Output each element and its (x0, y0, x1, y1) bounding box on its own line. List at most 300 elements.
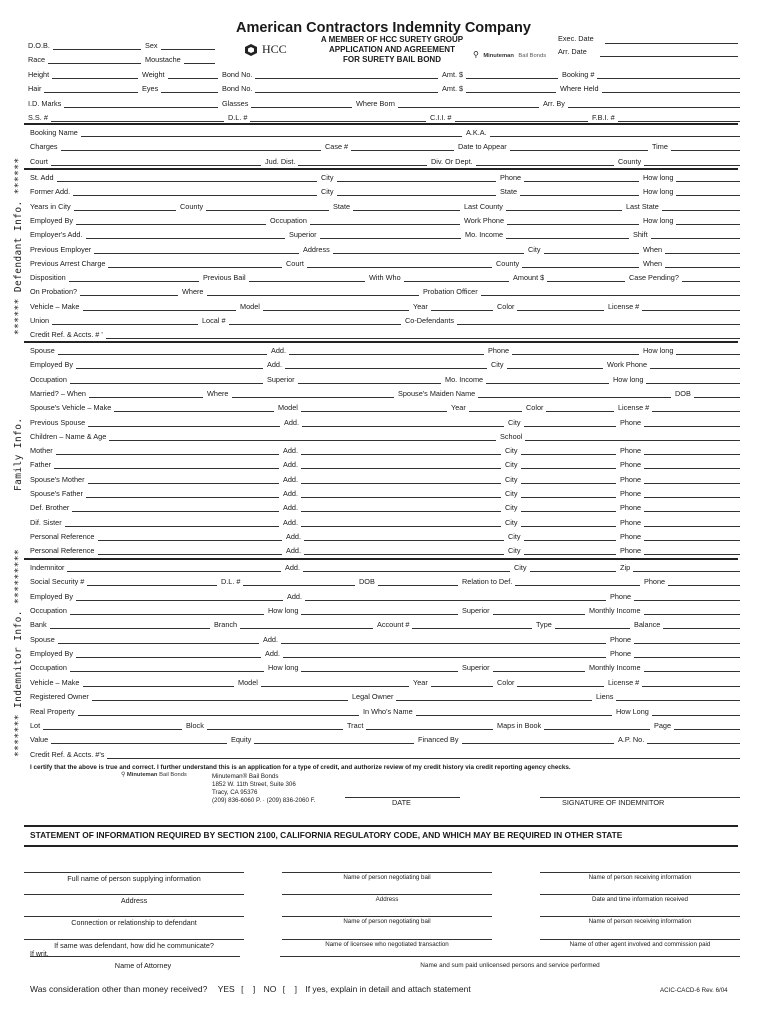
bond-no-field[interactable] (255, 92, 438, 93)
local-field[interactable] (229, 324, 401, 325)
year-field[interactable] (431, 686, 493, 687)
phone-field[interactable] (644, 497, 740, 498)
phone-label: Phone (610, 634, 632, 644)
top-row (0, 40, 770, 53)
disposition-field[interactable] (69, 281, 199, 282)
spouse-s-maiden-name-label: Spouse's Maiden Name (398, 388, 476, 398)
balance-field[interactable] (663, 628, 740, 629)
city-field[interactable] (524, 426, 616, 427)
date-caption: DATE (392, 798, 411, 807)
agency-phone: (209) 836-6060 P. · (209) 836-2060 F. (212, 797, 316, 804)
family-rows-row (0, 388, 770, 401)
married-when-field[interactable] (89, 397, 203, 398)
indemnitor-rows-row (0, 691, 770, 704)
how-long-field[interactable] (676, 195, 740, 196)
in-who-s-name-label: In Who's Name (363, 706, 413, 716)
if-same-was-defendant-how-did-he-communicate-field[interactable] (24, 939, 244, 940)
credit-ref-accts-field[interactable] (106, 338, 740, 339)
name-of-person-receiving-information-field[interactable] (540, 916, 740, 917)
superior-field[interactable] (320, 238, 461, 239)
phone-field[interactable] (634, 600, 740, 601)
spouse-s-mother-label: Spouse's Mother (30, 474, 85, 484)
st-add-field[interactable] (57, 181, 317, 182)
family-rows-row (0, 402, 770, 415)
employed-by-label: Employed By (30, 649, 73, 659)
union-label: Union (30, 316, 50, 325)
charges-field[interactable] (61, 150, 321, 151)
time-field[interactable] (671, 150, 740, 151)
personal-reference-field[interactable] (98, 554, 282, 555)
arr-date-label: Arr. Date (558, 47, 587, 56)
glasses-field[interactable] (251, 107, 352, 108)
when-field[interactable] (665, 267, 740, 268)
defendant-rows-row (0, 301, 770, 314)
hair-field[interactable] (44, 92, 138, 93)
last-county-label: Last County (464, 201, 503, 211)
indemnitor-rows-row (0, 634, 770, 647)
agency-name: Minuteman® Bail Bonds (212, 773, 279, 780)
address-field[interactable] (282, 894, 492, 895)
county-field[interactable] (206, 210, 329, 211)
c-i-i-field[interactable] (455, 121, 588, 122)
county-field[interactable] (522, 267, 639, 268)
phone-field[interactable] (634, 643, 740, 644)
account-field[interactable] (412, 628, 532, 629)
color-field[interactable] (546, 411, 614, 412)
div-or-dept-label: Div. Or Dept. (431, 156, 473, 166)
name-of-person-negotiating-bail-field[interactable] (282, 872, 492, 873)
height-label: Height (28, 69, 50, 79)
bond-no-field[interactable] (255, 78, 438, 79)
phone-label: Phone (644, 577, 666, 587)
defendant-rows-row (0, 258, 770, 271)
add-field[interactable] (301, 483, 501, 484)
race-field[interactable] (48, 63, 141, 64)
court-field[interactable] (307, 267, 492, 268)
f-b-i-field[interactable] (618, 121, 740, 122)
last-county-field[interactable] (506, 210, 622, 211)
superior-field[interactable] (493, 671, 585, 672)
amt-field[interactable] (466, 78, 558, 79)
phone-field[interactable] (644, 454, 740, 455)
branch-field[interactable] (240, 628, 373, 629)
phone-field[interactable] (634, 657, 740, 658)
vehicle-make-field[interactable] (83, 686, 234, 687)
case-pending-label: Case Pending? (629, 273, 679, 283)
bank-field[interactable] (50, 628, 210, 629)
eyes-field[interactable] (161, 92, 218, 93)
phone-field[interactable] (644, 540, 740, 541)
jud-dist-field[interactable] (298, 165, 427, 166)
add-label: Add. (283, 517, 299, 527)
credit-ref-accts-s-field[interactable] (107, 758, 740, 759)
school-label: School (500, 431, 523, 441)
glasses-label: Glasses (222, 98, 249, 108)
phone-field[interactable] (644, 554, 740, 555)
explain-text: If yes, explain in detail and attach statement (305, 984, 471, 994)
a-k-a-field[interactable] (490, 136, 740, 137)
when-label: When (643, 258, 663, 268)
dob-field[interactable] (694, 397, 740, 398)
phone-label: Phone (620, 474, 642, 484)
shift-field[interactable] (651, 238, 740, 239)
year-label: Year (451, 403, 466, 413)
city-field[interactable] (530, 571, 616, 572)
previous-spouse-field[interactable] (88, 426, 280, 427)
how-long-field[interactable] (676, 224, 740, 225)
how-long-label: How long (643, 346, 674, 355)
address-field[interactable] (333, 253, 524, 254)
model-field[interactable] (301, 411, 447, 412)
divider (24, 168, 738, 170)
personal-reference-label: Personal Reference (30, 531, 95, 541)
spouse-s-father-field[interactable] (86, 497, 279, 498)
legal-owner-field[interactable] (396, 700, 592, 701)
superior-field[interactable] (298, 383, 441, 384)
dif-sister-label: Dif. Sister (30, 517, 62, 527)
vehicle-make-label: Vehicle – Make (30, 677, 80, 687)
company-title: American Contractors Indemnity Company (236, 20, 531, 36)
moustache-label: Moustache (145, 55, 181, 65)
court-field[interactable] (51, 165, 261, 166)
disposition-label: Disposition (30, 273, 66, 283)
color-field[interactable] (517, 686, 604, 687)
city-label: City (505, 446, 518, 456)
mother-field[interactable] (56, 454, 279, 455)
probation-officer-field[interactable] (481, 295, 740, 296)
monthly-income-field[interactable] (644, 671, 740, 672)
add-field[interactable] (301, 511, 501, 512)
employed-by-label: Employed By (30, 215, 73, 225)
family-info-label: Family Info. (13, 417, 24, 491)
block-field[interactable] (207, 729, 343, 730)
connection-or-relationship-to-defendant-caption: Connection or relationship to defendant (71, 918, 197, 927)
maps-in-book-field[interactable] (544, 729, 650, 730)
county-field[interactable] (644, 165, 740, 166)
date-and-time-information-received-field[interactable] (540, 894, 740, 895)
tract-field[interactable] (366, 729, 493, 730)
spouse-field[interactable] (58, 354, 267, 355)
spouse-s-vehicle-make-field[interactable] (114, 411, 274, 412)
add-field[interactable] (304, 540, 504, 541)
weight-field[interactable] (168, 78, 218, 79)
phone-label: Phone (620, 460, 642, 470)
date-to-appear-field[interactable] (510, 150, 648, 151)
add-field[interactable] (304, 554, 504, 555)
when-field[interactable] (665, 253, 740, 254)
year-field[interactable] (431, 310, 493, 311)
add-label: Add. (286, 531, 302, 541)
city-field[interactable] (521, 454, 616, 455)
add-field[interactable] (302, 426, 504, 427)
city-field[interactable] (337, 195, 496, 196)
add-label: Add. (283, 460, 299, 470)
amt-field[interactable] (466, 92, 556, 93)
previous-bail-field[interactable] (249, 281, 365, 282)
balance-label: Balance (634, 620, 661, 630)
registered-owner-field[interactable] (92, 700, 348, 701)
equity-field[interactable] (254, 743, 414, 744)
family-rows-row (0, 459, 770, 472)
defendant-info-label: ****** Defendant Info. ****** (13, 157, 24, 335)
previous-arrest-charge-label: Previous Arrest Charge (30, 258, 106, 268)
color-label: Color (497, 677, 515, 687)
occupation-field[interactable] (70, 614, 264, 615)
no-label: NO (263, 984, 277, 994)
phone-field[interactable] (644, 426, 740, 427)
city-field[interactable] (521, 468, 616, 469)
family-rows-row (0, 445, 770, 458)
moustache-field[interactable] (184, 63, 215, 64)
city-field[interactable] (521, 526, 616, 527)
date-to-appear-label: Date to Appear (458, 142, 507, 152)
add-field[interactable] (303, 571, 510, 572)
spouse-s-maiden-name-field[interactable] (478, 397, 671, 398)
phone-field[interactable] (668, 585, 740, 586)
top-row (0, 69, 770, 82)
indemnitor-label: Indemnitor (30, 563, 65, 572)
with-who-field[interactable] (404, 281, 509, 282)
defendant-rows-row (0, 172, 770, 185)
employer-s-add-field[interactable] (86, 238, 285, 239)
yes-checkbox[interactable]: [ ] (241, 984, 256, 994)
license-field[interactable] (642, 686, 740, 687)
work-phone-field[interactable] (650, 368, 740, 369)
when-label: When (643, 244, 663, 254)
dif-sister-field[interactable] (65, 526, 279, 527)
d-o-b-field[interactable] (53, 49, 141, 50)
color-field[interactable] (517, 310, 604, 311)
how-long-field[interactable] (646, 383, 740, 384)
model-field[interactable] (263, 310, 409, 311)
name-of-person-receiving-information-field[interactable] (540, 872, 740, 873)
union-field[interactable] (52, 324, 198, 325)
work-phone-field[interactable] (507, 224, 639, 225)
application-subtitle: FOR SURETY BAIL BOND (343, 55, 441, 64)
address-field[interactable] (24, 894, 244, 895)
arr-by-field[interactable] (568, 107, 740, 108)
years-in-city-field[interactable] (74, 210, 176, 211)
add-field[interactable] (283, 657, 606, 658)
in-who-s-name-field[interactable] (416, 715, 612, 716)
d-l-label: D.L. # (221, 577, 241, 587)
dob-field[interactable] (378, 585, 458, 586)
license-label: License # (608, 677, 640, 687)
add-field[interactable] (281, 643, 606, 644)
maps-in-book-label: Maps in Book (497, 720, 542, 730)
how-long-field[interactable] (676, 354, 740, 355)
license-field[interactable] (642, 310, 740, 311)
father-field[interactable] (54, 468, 279, 469)
add-label: Add. (283, 489, 299, 498)
city-field[interactable] (337, 181, 496, 182)
indemnitor-rows-row (0, 677, 770, 690)
add-field[interactable] (285, 368, 487, 369)
value-field[interactable] (51, 743, 227, 744)
occupation-label: Occupation (30, 374, 67, 384)
where-held-field[interactable] (602, 92, 740, 93)
personal-reference-field[interactable] (98, 540, 282, 541)
phone-field[interactable] (524, 181, 639, 182)
form-number: ACIC-CACD-6 Rev. 6/04 (660, 987, 728, 994)
zip-field[interactable] (633, 571, 740, 572)
consideration-row (30, 984, 471, 994)
employed-by-field[interactable] (76, 224, 266, 225)
occupation-label: Occupation (30, 663, 67, 673)
def-brother-field[interactable] (72, 511, 279, 512)
liens-field[interactable] (616, 700, 740, 701)
a-k-a-label: A.K.A. (466, 128, 487, 137)
add-field[interactable] (301, 454, 501, 455)
phone-label: Phone (620, 489, 642, 498)
relation-to-def-field[interactable] (515, 585, 640, 586)
name-of-other-agent-involved-and-commission-paid-field[interactable] (540, 939, 740, 940)
real-property-field[interactable] (78, 715, 359, 716)
employed-by-field[interactable] (76, 368, 263, 369)
social-security-field[interactable] (87, 585, 217, 586)
mo-income-field[interactable] (486, 383, 609, 384)
s-s-field[interactable] (51, 121, 224, 122)
model-field[interactable] (261, 686, 409, 687)
spouse-s-mother-field[interactable] (88, 483, 279, 484)
spouse-field[interactable] (58, 643, 259, 644)
signature-caption: SIGNATURE OF INDEMNITOR (562, 798, 665, 807)
top-row (0, 98, 770, 111)
add-label: Add. (284, 417, 300, 427)
phone-field[interactable] (644, 483, 740, 484)
page-field[interactable] (674, 729, 740, 730)
year-label: Year (413, 301, 428, 311)
name-of-licensee-who-negotiated-transaction-field[interactable] (282, 939, 492, 940)
where-field[interactable] (207, 295, 419, 296)
previous-arrest-charge-field[interactable] (108, 267, 282, 268)
vehicle-make-field[interactable] (83, 310, 236, 311)
employed-by-field[interactable] (76, 657, 261, 658)
if-writ-line[interactable] (30, 956, 240, 957)
a-p-no-label: A.P. No. (618, 735, 645, 745)
booking-field[interactable] (597, 78, 740, 79)
phone-field[interactable] (644, 511, 740, 512)
case-pending-field[interactable] (682, 281, 740, 282)
certification-text: I certify that the above is true and correct. I further understand this is an application for a type of credit, and authorize review of my credit history via credit reporting agency checks. (30, 764, 571, 771)
school-field[interactable] (525, 440, 740, 441)
license-field[interactable] (652, 411, 740, 412)
phone-field[interactable] (644, 526, 740, 527)
city-field[interactable] (521, 497, 616, 498)
how-long-field[interactable] (301, 671, 458, 672)
defendant-rows-row (0, 215, 770, 228)
previous-employer-field[interactable] (94, 253, 299, 254)
how-long-field[interactable] (652, 715, 740, 716)
superior-field[interactable] (493, 614, 585, 615)
employed-by-field[interactable] (76, 600, 283, 601)
state-field[interactable] (520, 195, 639, 196)
type-field[interactable] (555, 628, 630, 629)
previous-bail-label: Previous Bail (203, 273, 246, 283)
city-field[interactable] (507, 368, 603, 369)
state-field[interactable] (353, 210, 460, 211)
amt-label: Amt. $ (442, 84, 464, 94)
d-l-field[interactable] (250, 121, 426, 122)
last-state-field[interactable] (662, 210, 740, 211)
financed-by-field[interactable] (462, 743, 614, 744)
div-or-dept-field[interactable] (476, 165, 614, 166)
name-of-person-negotiating-bail-field[interactable] (282, 916, 492, 917)
add-field[interactable] (301, 468, 501, 469)
family-rows-row (0, 359, 770, 372)
d-l-field[interactable] (243, 585, 355, 586)
value-label: Value (30, 735, 49, 745)
arr-by-label: Arr. By (543, 98, 565, 108)
equity-label: Equity (231, 735, 252, 745)
where-field[interactable] (232, 397, 394, 398)
jud-dist-label: Jud. Dist. (265, 156, 296, 166)
phone-label: Phone (620, 531, 642, 541)
booking-name-field[interactable] (81, 136, 462, 137)
indemnitor-rows-row (0, 749, 770, 762)
former-add-field[interactable] (73, 195, 317, 196)
sex-field[interactable] (161, 49, 215, 50)
height-field[interactable] (52, 78, 138, 79)
phone-field[interactable] (512, 354, 639, 355)
weight-label: Weight (142, 69, 165, 79)
city-field[interactable] (544, 253, 639, 254)
connection-or-relationship-to-defendant-field[interactable] (24, 916, 244, 917)
i-d-marks-field[interactable] (64, 107, 218, 108)
add-field[interactable] (289, 354, 484, 355)
exec-date-label: Exec. Date (558, 34, 594, 43)
where-born-field[interactable] (398, 107, 539, 108)
time-label: Time (652, 142, 668, 152)
amount-field[interactable] (547, 281, 625, 282)
indemnitor-field[interactable] (67, 571, 281, 572)
add-field[interactable] (301, 497, 501, 498)
occupation-field[interactable] (70, 383, 263, 384)
city-field[interactable] (524, 540, 616, 541)
year-field[interactable] (469, 411, 522, 412)
name-sum-line[interactable] (280, 956, 740, 957)
case-field[interactable] (351, 150, 454, 151)
city-field[interactable] (524, 554, 616, 555)
indemnitor-rows-row (0, 648, 770, 661)
monthly-income-field[interactable] (644, 614, 740, 615)
co-defendants-field[interactable] (457, 324, 740, 325)
add-field[interactable] (301, 526, 501, 527)
on-probation-field[interactable] (80, 295, 178, 296)
full-name-of-person-supplying-information-field[interactable] (24, 872, 244, 873)
indemnitor-rows-row (0, 562, 770, 575)
children-name-age-field[interactable] (109, 440, 496, 441)
name-of-person-negotiating-bail-caption: Name of person negotiating bail (343, 874, 431, 881)
city-field[interactable] (521, 483, 616, 484)
occupation-field[interactable] (310, 224, 460, 225)
occupation-field[interactable] (70, 671, 264, 672)
add-label: Add. (271, 346, 287, 355)
mo-income-field[interactable] (506, 238, 629, 239)
phone-label: Phone (620, 546, 642, 556)
no-checkbox[interactable]: [ ] (282, 984, 297, 994)
how-long-field[interactable] (676, 181, 740, 182)
lot-field[interactable] (43, 729, 182, 730)
a-p-no-field[interactable] (647, 743, 740, 744)
add-field[interactable] (305, 600, 606, 601)
city-field[interactable] (521, 511, 616, 512)
liens-label: Liens (596, 692, 614, 702)
superior-label: Superior (289, 230, 317, 240)
how-long-field[interactable] (301, 614, 458, 615)
phone-field[interactable] (644, 468, 740, 469)
family-rows-row (0, 545, 770, 558)
